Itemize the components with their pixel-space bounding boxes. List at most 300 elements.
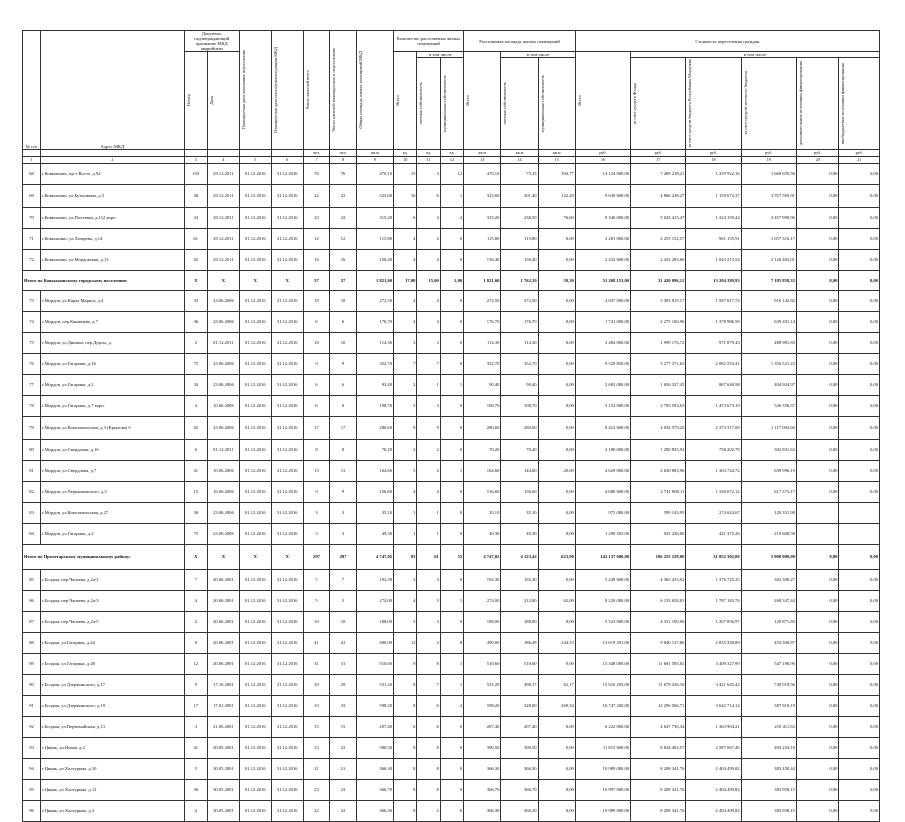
unit-cell: руб. <box>741 149 796 156</box>
table-cell: 274 624,67 <box>686 502 741 523</box>
table-cell: 1 356 521,23 <box>741 353 796 374</box>
address-cell: г.Ковылкино, ул.Лазарева, д.14 <box>41 228 185 249</box>
table-cell: 9 <box>394 653 417 674</box>
table-cell: 34 <box>184 207 207 228</box>
column-number-cell: 5 <box>239 156 271 163</box>
table-cell: 01.12.2016 <box>239 207 271 228</box>
table-cell: 23 <box>303 779 330 800</box>
column-number-cell: 12 <box>440 156 463 163</box>
table-cell: 4 747,02 <box>464 544 501 569</box>
table-row <box>23 758 880 779</box>
table-cell: 4 680 000,00 <box>575 481 630 502</box>
table-cell: 01.12.2016 <box>239 611 271 632</box>
column-number-cell: 11 <box>417 156 440 163</box>
table-cell: 31.12.2016 <box>271 439 303 460</box>
table-cell: 0,00 <box>839 374 880 395</box>
table-cell: 31.12.2016 <box>271 395 303 416</box>
table-cell: 212,00 <box>501 590 538 611</box>
table-cell: 68 <box>23 163 41 184</box>
table-cell: 8 208 341,76 <box>631 758 686 779</box>
table-cell: 33 <box>330 695 357 716</box>
table-cell: 0,00 <box>538 716 575 737</box>
table-cell: 11 681 585,02 <box>631 653 686 674</box>
table-cell: 85 <box>23 569 41 590</box>
table-cell: 5 043 415,47 <box>631 207 686 228</box>
table-cell: 01.12.2016 <box>239 632 271 653</box>
table-cell: 35,10 <box>356 502 393 523</box>
header-cost-total: Всего <box>575 52 630 150</box>
table-cell: X <box>271 544 303 569</box>
table-cell: 88 <box>23 632 41 653</box>
table-cell: 17 <box>184 695 207 716</box>
table-cell <box>839 523 880 544</box>
table-cell: 17.10.2001 <box>207 674 239 695</box>
table-cell: 0 <box>440 481 463 502</box>
table-cell: 17 <box>330 416 357 439</box>
table-cell: 268 347,44 <box>741 590 796 611</box>
table-cell: 3 <box>303 523 330 544</box>
table-cell: 9 <box>394 416 417 439</box>
table-cell: 0,00 <box>839 632 880 653</box>
column-number-cell: 1 <box>23 156 41 163</box>
table-cell: 23.06.2006 <box>207 290 239 311</box>
address-cell: г.Мордов, ул.Карла Маркса, д.4 <box>41 290 185 311</box>
table-cell: 13 204 199,93 <box>686 270 741 290</box>
table-cell: 9 <box>330 353 357 374</box>
table-cell: 6 222 000,00 <box>575 716 630 737</box>
table-cell: 90 <box>23 674 41 695</box>
header-address: Адрес МКД <box>41 31 185 150</box>
header-cost-group: Стоимость переселения граждан <box>575 31 879 52</box>
table-cell: 0,00 <box>538 737 575 758</box>
table-cell: 114,30 <box>464 332 501 353</box>
table-row <box>23 332 880 353</box>
header-count-private: частная собственность <box>417 58 440 150</box>
unit-cell: кв.м <box>501 149 538 156</box>
subtotal-row <box>23 270 880 290</box>
table-cell: 29.12.2011 <box>207 163 239 184</box>
table-cell: 0,00 <box>538 374 575 395</box>
table-cell: 4 647 736,34 <box>631 716 686 737</box>
table-cell: 0,00 <box>538 290 575 311</box>
table-cell: 31.12.2016 <box>271 374 303 395</box>
table-cell: 83 <box>394 544 417 569</box>
table-cell: 122,20 <box>538 184 575 207</box>
column-number-cell: 17 <box>631 156 686 163</box>
table-cell: 35,10 <box>501 502 538 523</box>
table-cell: 5 249 000,00 <box>575 569 630 590</box>
table-cell: 31.12.2016 <box>271 353 303 374</box>
table-cell: 0 <box>440 290 463 311</box>
table-cell: 5 277 371,63 <box>631 353 686 374</box>
table-cell: 192,30 <box>356 569 393 590</box>
table-cell: 6 <box>303 374 330 395</box>
column-number-cell: 19 <box>741 156 796 163</box>
table-cell: 6 <box>303 395 330 416</box>
table-cell: 0,00 <box>839 758 880 779</box>
table-cell: 4 747,02 <box>356 544 393 569</box>
table-cell: 144,60 <box>501 460 538 481</box>
header-doc-date: Дата <box>207 52 239 150</box>
table-cell: 59,30 <box>538 270 575 290</box>
table-cell: 599 143,95 <box>631 502 686 523</box>
table-cell: 156,40 <box>501 249 538 270</box>
table-cell: 0,00 <box>538 611 575 632</box>
header-area-group: Расселяемая площадь жилых помещений <box>464 31 576 52</box>
unit-cell: руб. <box>686 149 741 156</box>
table-cell: 49,30 <box>464 523 501 544</box>
table-cell: 3 <box>303 502 330 523</box>
table-cell: 01.12.2016 <box>239 374 271 395</box>
table-cell: 70,20 <box>356 439 393 460</box>
table-cell: 0,00 <box>839 416 880 439</box>
table-cell: 2 <box>440 207 463 228</box>
table-cell: 0,00 <box>796 779 839 800</box>
table-cell: 29.12.2011 <box>207 249 239 270</box>
table-cell: 366,70 <box>356 779 393 800</box>
table-cell: 0 <box>440 716 463 737</box>
table-cell: 8 <box>394 695 417 716</box>
table-cell: 7 <box>303 569 330 590</box>
table-cell: 31.12.2016 <box>271 632 303 653</box>
column-number-cell: 9 <box>356 156 393 163</box>
table-cell: 41 <box>184 460 207 481</box>
table-cell: 10 989 000,00 <box>575 800 630 821</box>
table-cell: 10 997 000,00 <box>575 779 630 800</box>
table-cell: 4 365 233,92 <box>631 569 686 590</box>
table-cell: 115,80 <box>356 228 393 249</box>
table-cell: 1 363 744,72 <box>686 460 741 481</box>
table-cell: 10 <box>303 332 330 353</box>
table-cell: 3 409 327,99 <box>686 653 741 674</box>
unit-cell: чел. <box>303 149 330 156</box>
table-cell: 188,00 <box>356 611 393 632</box>
table-cell: 30.05.2001 <box>207 800 239 821</box>
table-cell: 69 <box>23 184 41 207</box>
table-cell: 9 529 850,00 <box>575 353 630 374</box>
table-cell: 15 <box>303 716 330 737</box>
table-cell: 9 <box>184 674 207 695</box>
table-cell: 274,00 <box>356 590 393 611</box>
table-cell: 1 473 673,19 <box>686 395 741 416</box>
table-cell: 01.12.2016 <box>239 460 271 481</box>
address-cell: г.Болдин, ул.Дзержинского, д.19 <box>41 695 185 716</box>
table-cell: 383 958,15 <box>741 800 796 821</box>
table-cell: 1 <box>394 523 417 544</box>
table-cell: 21 <box>303 758 330 779</box>
table-cell: 269,34 <box>538 695 575 716</box>
table-row <box>23 374 880 395</box>
table-cell: 31.12.2016 <box>271 228 303 249</box>
column-number-cell: 4 <box>207 156 239 163</box>
table-cell: 3 557 569,91 <box>741 184 796 207</box>
table-cell: 3 <box>417 569 440 590</box>
table-cell: 12 <box>303 228 330 249</box>
table-row <box>23 523 880 544</box>
table-cell: 31.12.2016 <box>271 249 303 270</box>
table-cell: 78 <box>23 395 41 416</box>
table-cell: 9 <box>330 481 357 502</box>
table-row <box>23 163 880 184</box>
table-cell: 1 <box>417 523 440 544</box>
table-cell: 93,40 <box>356 374 393 395</box>
table-cell: 29.12.2011 <box>207 184 239 207</box>
table-cell: 0,00 <box>538 800 575 821</box>
table-cell: 186,49 <box>501 632 538 653</box>
table-cell: 0,00 <box>839 184 880 207</box>
table-cell: 156,60 <box>501 481 538 502</box>
table-cell: 12 296 566,71 <box>631 695 686 716</box>
table-cell: 4 <box>394 590 417 611</box>
table-cell: 3 484 000,00 <box>575 332 630 353</box>
table-cell: 114,30 <box>356 332 393 353</box>
table-cell: 22 <box>303 184 330 207</box>
table-cell: 6 133 658,81 <box>631 590 686 611</box>
table-cell: 8 <box>417 737 440 758</box>
table-cell: 0,00 <box>538 758 575 779</box>
table-cell: 0,00 <box>796 481 839 502</box>
table-cell: 0,00 <box>796 311 839 332</box>
table-cell: 31.12.2016 <box>271 716 303 737</box>
table-cell: 0,00 <box>796 460 839 481</box>
table-cell: 3 281 000,00 <box>575 228 630 249</box>
address-cell: г.Болдин, ул.Дзержинского, д.17 <box>41 674 185 695</box>
table-cell: 0,00 <box>796 184 839 207</box>
table-cell: 4 <box>394 481 417 502</box>
table-cell: 31.12.2016 <box>271 416 303 439</box>
table-cell: 531,20 <box>464 674 501 695</box>
table-cell: 01.12.2016 <box>239 311 271 332</box>
table-cell: 31.12.2016 <box>271 207 303 228</box>
table-cell: 0,00 <box>796 544 839 569</box>
table-cell: 0 <box>440 758 463 779</box>
table-cell: 14 124 000,00 <box>575 163 630 184</box>
table-cell: 33 <box>303 695 330 716</box>
table-cell: 0,00 <box>796 695 839 716</box>
table-cell: 0,00 <box>839 800 880 821</box>
table-cell: 1 <box>440 653 463 674</box>
address-cell: г.Мордов, ул.Чернышевского, д.5 <box>41 481 185 502</box>
table-cell: 01.12.2011 <box>207 439 239 460</box>
table-cell: 280,60 <box>356 416 393 439</box>
table-cell: 470,10 <box>464 163 501 184</box>
unit-cell: кв.м <box>464 149 501 156</box>
table-cell: 10 <box>330 332 357 353</box>
table-cell: 7 <box>417 353 440 374</box>
table-cell: 156,40 <box>464 249 501 270</box>
table-cell: 0,00 <box>796 632 839 653</box>
table-cell: 2 <box>394 439 417 460</box>
table-cell: 01.12.2016 <box>239 674 271 695</box>
table-cell: 31 852 302,00 <box>686 544 741 569</box>
table-cell: 3 <box>184 716 207 737</box>
table-cell: 280,60 <box>464 416 501 439</box>
table-cell: 272,50 <box>356 290 393 311</box>
table-cell: 01.12.2016 <box>239 523 271 544</box>
table-cell: 38 <box>184 184 207 207</box>
table-cell: 302 831,63 <box>741 439 796 460</box>
table-cell: 01.12.2016 <box>239 353 271 374</box>
table-row <box>23 311 880 332</box>
table-cell: 0,00 <box>796 737 839 758</box>
table-cell: 176,70 <box>501 311 538 332</box>
table-cell: 0,00 <box>796 270 839 290</box>
column-number-cell: 16 <box>575 156 630 163</box>
table-cell: 15 <box>394 163 417 184</box>
table-cell: 0,00 <box>538 249 575 270</box>
table-cell: 0,00 <box>538 779 575 800</box>
table-row <box>23 800 880 821</box>
table-cell: 6 <box>184 439 207 460</box>
table-row <box>23 395 880 416</box>
column-number-cell: 18 <box>686 156 741 163</box>
table-cell: 12 <box>330 228 357 249</box>
table-cell: 0,00 <box>538 523 575 544</box>
table-cell: 1 787 183,76 <box>686 590 741 611</box>
table-cell: 16 <box>330 249 357 270</box>
table-cell: 01.12.2016 <box>239 332 271 353</box>
address-cell: г.Мордов, ул.Гагарина, д.2 <box>41 374 185 395</box>
table-cell: 2 835 358,89 <box>686 632 741 653</box>
table-cell: 1 363 904,21 <box>686 716 741 737</box>
table-cell: 6 <box>303 311 330 332</box>
address-cell: г.Болдин, ул.Гагарина, д.48 <box>41 653 185 674</box>
table-cell: 1 999 176,72 <box>631 332 686 353</box>
table-cell: 75 <box>23 332 41 353</box>
table-cell: 0,00 <box>839 695 880 716</box>
table-cell: 8 <box>394 674 417 695</box>
table-cell: 0,00 <box>796 569 839 590</box>
table-cell: 5 <box>394 460 417 481</box>
table-cell: 0,00 <box>796 332 839 353</box>
table-cell <box>839 502 880 523</box>
table-cell: 7 <box>330 569 357 590</box>
table-cell: 1 159 672,37 <box>686 184 741 207</box>
table-cell: 3 <box>394 611 417 632</box>
header-no: № п/п <box>23 31 41 150</box>
table-cell: 0 <box>440 353 463 374</box>
subtotal-row <box>23 544 880 569</box>
table-cell: 1 <box>440 590 463 611</box>
address-cell: г.Болдин, пер.Чапаева, д.2а/3 <box>41 590 185 611</box>
table-cell: 323,60 <box>464 184 501 207</box>
table-cell: 2 255 152,57 <box>631 228 686 249</box>
address-cell: г.Ковылкино, пр-т Восто, д.92 <box>41 163 185 184</box>
table-header <box>23 31 880 150</box>
table-cell: 4 637 000,00 <box>575 290 630 311</box>
table-cell: 31.12.2016 <box>271 184 303 207</box>
table-cell: 403 254,16 <box>741 737 796 758</box>
table-cell: 1 <box>417 374 440 395</box>
table-cell: 31.12.2016 <box>271 779 303 800</box>
address-cell: г.Ковылкино, ул.Бутылкина, д.5 <box>41 184 185 207</box>
table-cell: 0,00 <box>796 353 839 374</box>
table-cell: 01.12.2016 <box>239 695 271 716</box>
table-cell: 31 <box>330 653 357 674</box>
table-cell: 01.12.2016 <box>239 590 271 611</box>
table-cell: 2 275 160,96 <box>631 311 686 332</box>
table-cell: 0,00 <box>538 416 575 439</box>
table-cell: 21.06.2001 <box>207 716 239 737</box>
table-cell: 11 815 000,00 <box>575 737 630 758</box>
table-cell: 8 208 341,76 <box>631 800 686 821</box>
table-cell: 315,20 <box>356 207 393 228</box>
table-cell: 31.12.2016 <box>271 611 303 632</box>
table-cell: 9 <box>303 481 330 502</box>
table-cell: 4 <box>394 290 417 311</box>
table-cell: 0,00 <box>796 716 839 737</box>
address-cell: г.Ковылкино, ул.Полтавка, д.112 корп <box>41 207 185 228</box>
table-cell: 9 649 000,00 <box>575 184 630 207</box>
table-cell: 366,30 <box>501 758 538 779</box>
table-cell: 01.12.2016 <box>239 800 271 821</box>
table-cell: 366,30 <box>464 758 501 779</box>
address-cell: г.Мордов, ул.Гагарина, д.2 <box>41 523 185 544</box>
table-cell: 923 236,00 <box>631 523 686 544</box>
table-cell: 2 <box>394 374 417 395</box>
table-cell: 315,20 <box>464 207 501 228</box>
table-cell: 0,00 <box>796 653 839 674</box>
table-cell: 0,00 <box>839 674 880 695</box>
header-area-incl: в том числе <box>501 52 575 58</box>
table-cell: 62,17 <box>538 674 575 695</box>
address-cell: г.Цнянь, ул.Новая, д.2 <box>41 737 185 758</box>
table-cell: 3 <box>330 502 357 523</box>
table-cell: 6 <box>330 374 357 395</box>
table-cell: 0 <box>440 779 463 800</box>
table-cell: 114,30 <box>501 332 538 353</box>
table-cell: 8 <box>417 758 440 779</box>
table-cell: 49,30 <box>356 523 393 544</box>
table-cell: 639 996,19 <box>741 460 796 481</box>
table-cell: 758 202,79 <box>686 439 741 460</box>
table-cell: 9 840 137,86 <box>631 632 686 653</box>
table-cell: 0 <box>440 737 463 758</box>
table-cell: 92 <box>23 716 41 737</box>
table-cell: 1 057 316,17 <box>741 228 796 249</box>
table-cell: 129 351,98 <box>741 502 796 523</box>
table-cell: 01.12.2016 <box>239 416 271 439</box>
table-cell: 72 <box>23 249 41 270</box>
table-cell: 2 404 499,82 <box>686 800 741 821</box>
table-cell: 65 <box>184 416 207 439</box>
table-cell: 31.12.2016 <box>271 460 303 481</box>
table-row <box>23 569 880 590</box>
table-cell: 4 <box>394 311 417 332</box>
table-cell: 31.12.2016 <box>271 653 303 674</box>
table-cell: 34 <box>184 374 207 395</box>
table-cell: 01.12.2016 <box>239 228 271 249</box>
table-cell: 23 <box>330 779 357 800</box>
table-cell: 390,50 <box>356 737 393 758</box>
table-cell: 498,17 <box>501 674 538 695</box>
table-cell: 2 404 499,82 <box>686 779 741 800</box>
table-cell: 3 152 000,00 <box>575 395 630 416</box>
table-row <box>23 416 880 439</box>
table-cell: 12 <box>440 163 463 184</box>
header-residents-total: Число жителей всего <box>303 31 330 150</box>
table-cell: 598,20 <box>356 695 393 716</box>
table-cell: 01.12.2016 <box>239 758 271 779</box>
address-cell: г.Мордов, ул.Гагарина, д.16 <box>41 353 185 374</box>
table-cell: 297 <box>303 544 330 569</box>
table-row <box>23 290 880 311</box>
table-cell: 29 <box>330 674 357 695</box>
table-cell: 30.05.2001 <box>207 737 239 758</box>
subtotal-label: Итого по Ковылкинскому городскому поселению: <box>23 270 185 290</box>
table-cell: 0 <box>440 311 463 332</box>
table-cell: 10.06.2006 <box>207 460 239 481</box>
